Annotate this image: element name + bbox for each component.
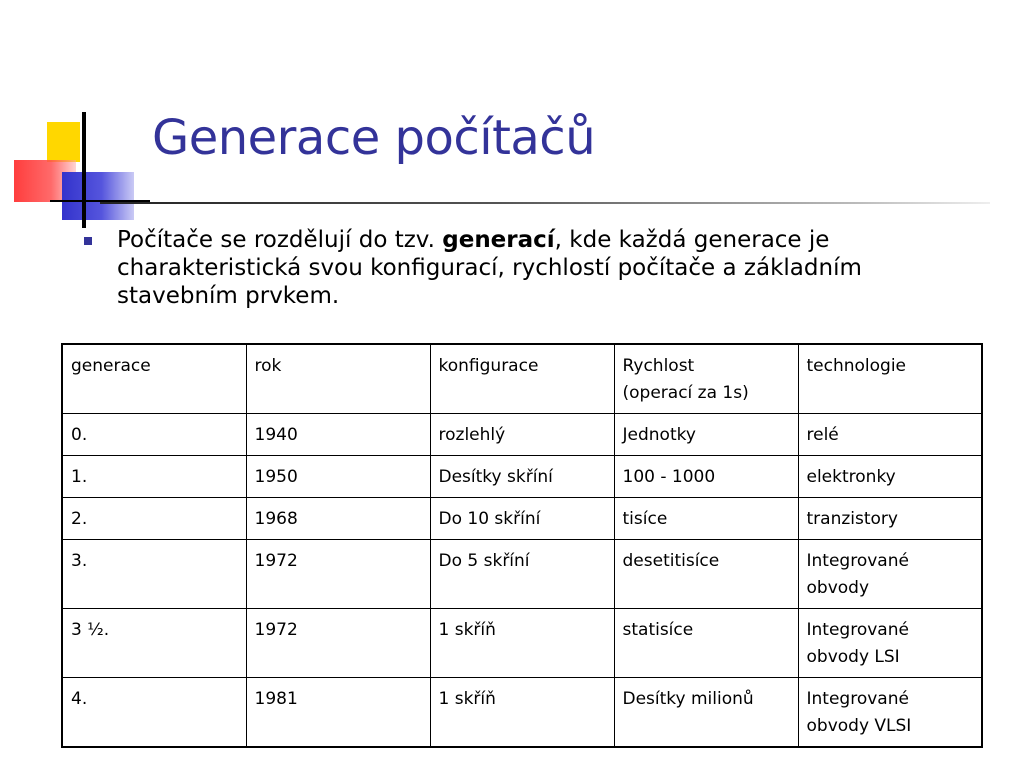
table-cell: 1968 [246, 498, 430, 540]
table-cell: 1950 [246, 456, 430, 498]
table-cell: 4. [62, 678, 246, 748]
table-cell: 0. [62, 414, 246, 456]
intro-text-after: , kde každá generace je charakteristická svou konfigurací, rychlostí počítače a základním stavebním prvkem. [117, 227, 862, 309]
title-underline [100, 202, 990, 204]
table-cell: 1981 [246, 678, 430, 748]
table-row [62, 540, 982, 609]
vertical-line [82, 112, 86, 228]
blue-square [62, 172, 134, 220]
intro-text-before: Počítače se rozdělují do tzv. [117, 227, 443, 253]
header-cell: technologie [798, 344, 982, 414]
table-cell: 3 ½. [62, 609, 246, 678]
table-row [62, 609, 982, 678]
table-cell: Integrované obvody LSI [798, 609, 982, 678]
table-cell: Do 10 skříní [430, 498, 614, 540]
table-header-row [62, 344, 982, 414]
header-cell: rok [246, 344, 430, 414]
table-cell: Integrované obvody [798, 540, 982, 609]
table-cell: tisíce [614, 498, 798, 540]
table-cell: 1940 [246, 414, 430, 456]
table-cell: 3. [62, 540, 246, 609]
table-cell: 1972 [246, 609, 430, 678]
decorative-squares-logo [0, 100, 150, 230]
table-cell: rozlehlý [430, 414, 614, 456]
yellow-square [47, 122, 80, 162]
table-cell: 1972 [246, 540, 430, 609]
table-cell: Jednotky [614, 414, 798, 456]
table-cell: Desítky skříní [430, 456, 614, 498]
table-row [62, 414, 982, 456]
table-cell: 1 skříň [430, 609, 614, 678]
header-cell: generace [62, 344, 246, 414]
table-row [62, 498, 982, 540]
intro-text-bold: generací [442, 227, 555, 253]
table-cell: Do 5 skříní [430, 540, 614, 609]
table-cell: relé [798, 414, 982, 456]
header-cell: Rychlost (operací za 1s) [614, 344, 798, 414]
table-cell: Desítky milionů [614, 678, 798, 748]
table-cell: 1 skříň [430, 678, 614, 748]
table-cell: desetitisíce [614, 540, 798, 609]
table-cell: statisíce [614, 609, 798, 678]
table-cell: elektronky [798, 456, 982, 498]
table-cell: tranzistory [798, 498, 982, 540]
slide-title: Generace počítačů [152, 110, 596, 166]
table-cell: 100 - 1000 [614, 456, 798, 498]
table-cell: 2. [62, 498, 246, 540]
table-cell: 1. [62, 456, 246, 498]
bullet-square-icon [84, 237, 92, 245]
table-row [62, 456, 982, 498]
header-cell: konfigurace [430, 344, 614, 414]
intro-paragraph [117, 226, 977, 310]
table-row [62, 678, 982, 748]
table-cell: Integrované obvody VLSI [798, 678, 982, 748]
generations-table [61, 343, 983, 748]
